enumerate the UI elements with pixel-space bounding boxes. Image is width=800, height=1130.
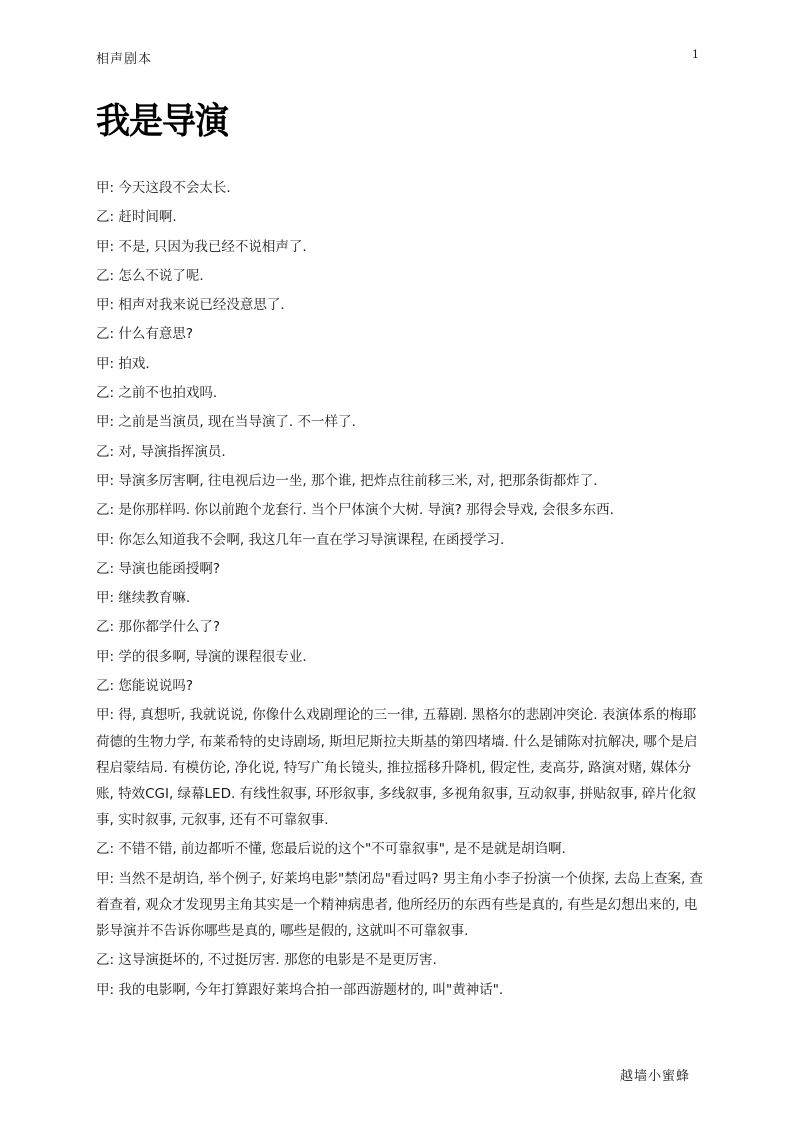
dialogue-line: 甲: 不是, 只因为我已经不说相声了. — [96, 238, 307, 255]
dialogue-line: 甲: 当然不是胡诌, 举个例子, 好莱坞电影"禁闭岛"看过吗? 男主角小李子扮演一个侦探, 去岛上查案, 查着查着, 观众才发现男主角其实是一个精神病患者, 他所经历的东西有些是真的, 有些是幻想出来的, 电影导演并不告诉你哪些是真的, 哪些是假的, 这就叫不可靠叙事. — [96, 870, 704, 940]
dialogue-line: 甲: 今天这段不会太长. — [96, 180, 231, 196]
dialogue-line: 乙: 什么有意思? — [96, 326, 194, 343]
running-header: 相声剧本 — [96, 52, 153, 67]
page-title: 我是导演 — [96, 100, 228, 143]
dialogue-line: 甲: 我的电影啊, 今年打算跟好莱坞合拍一部西游题材的, 叫"黄神话". — [96, 981, 504, 998]
dialogue-line: 甲: 导演多厉害啊, 往电视后边一坐, 那个谁, 把炸点往前移三米, 对, 把那条街都炸了. — [96, 472, 598, 489]
dialogue-line: 乙: 这导演挺坏的, 不过挺厉害. 那您的电影是不是更厉害. — [96, 952, 437, 969]
author-signature: 越墙小蜜蜂 — [620, 1069, 691, 1084]
dialogue-line: 甲: 之前是当演员, 现在当导演了. 不一样了. — [96, 414, 356, 431]
dialogue-line: 甲: 得, 真想听, 我就说说, 你像什么戏剧理论的三一律, 五幕剧. 黑格尔的悲剧冲突论. 表演体系的梅耶荷德的生物力学, 布莱希特的史诗剧场, 斯坦尼斯拉夫斯基的第四堵墙. 什么是铺陈对抗解决, 哪个是启程启蒙结局. 有模仿论, 净化说, 特写广角长镜头, 推拉摇移升降机, 假定性, 麦高芬, 路演对赌, 媒体分账, 特效CGI, 绿幕LED. 有线性叙事, 环形叙事, 多线叙事, 多视角叙事, 互动叙事, 拼贴叙事, 碎片化叙事, 实时叙事, 元叙事, 还有不可靠叙事. — [96, 707, 698, 829]
dialogue-line: 乙: 不错不错, 前边都听不懂, 您最后说的这个"不可靠叙事", 是不是就是胡诌啊. — [96, 841, 566, 858]
dialogue-line: 乙: 对, 导演指挥演员. — [96, 443, 226, 460]
dialogue-line: 乙: 赶时间啊. — [96, 209, 177, 226]
dialogue-line: 甲: 继续教育嘛. — [96, 590, 191, 607]
dialogue-line: 甲: 你怎么知道我不会啊, 我这几年一直在学习导演课程, 在函授学习. — [96, 531, 505, 548]
dialogue-line: 乙: 导演也能函授啊? — [96, 560, 221, 577]
dialogue-line: 乙: 怎么不说了呢. — [96, 267, 204, 284]
dialogue-line: 甲: 学的很多啊, 导演的课程很专业. — [96, 648, 307, 665]
page-number: 1 — [692, 48, 699, 61]
dialogue-line: 甲: 相声对我来说已经没意思了. — [96, 297, 285, 314]
dialogue-list — [96, 175, 708, 1006]
dialogue-line: 乙: 您能说说吗? — [96, 678, 194, 695]
dialogue-line: 乙: 是你那样吗. 你以前跑个龙套行. 当个尸体演个大树. 导演? 那得会导戏, 会很多东西. — [96, 502, 614, 519]
dialogue-line: 乙: 之前不也拍戏吗. — [96, 385, 218, 402]
dialogue-line: 乙: 那你都学什么了? — [96, 619, 221, 636]
dialogue-line: 甲: 拍戏. — [96, 355, 150, 372]
